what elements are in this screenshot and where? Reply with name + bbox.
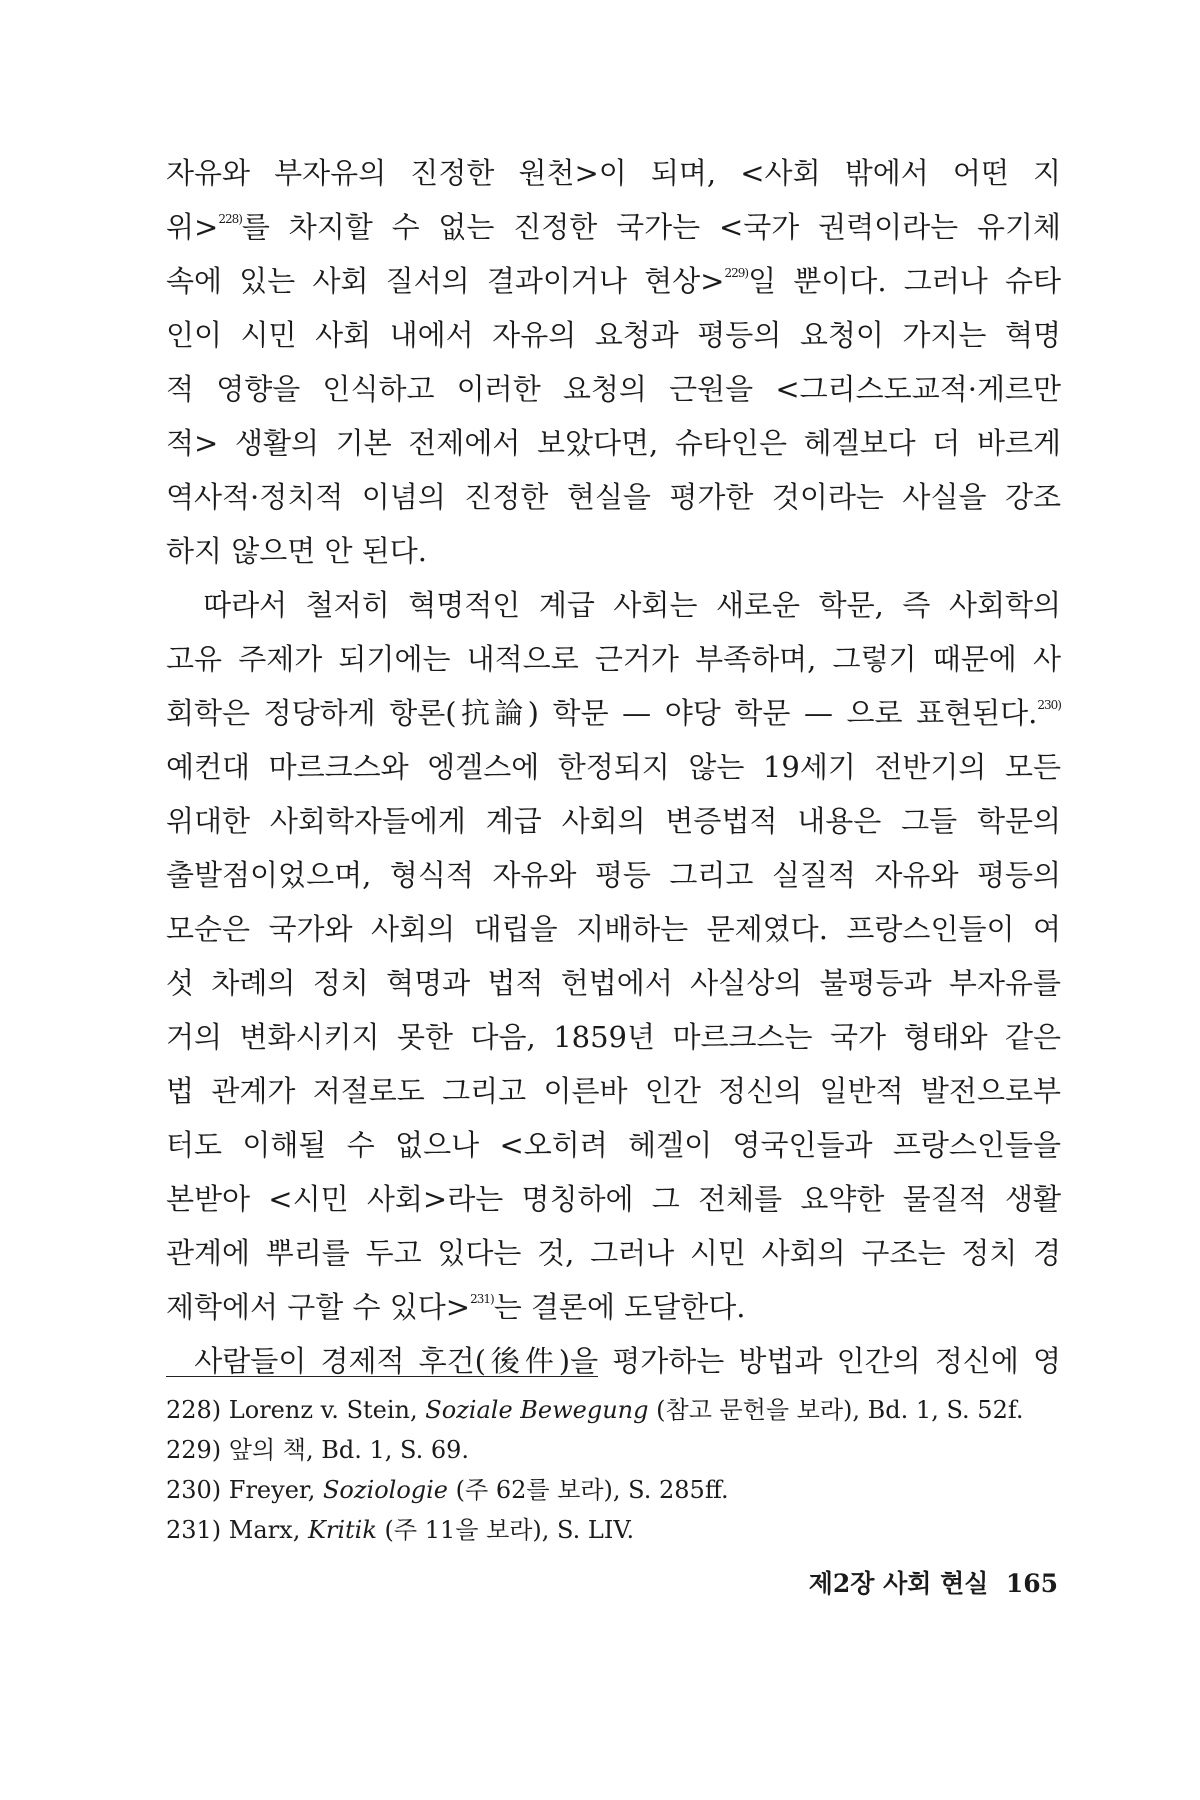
- text-segment: 일 뿐이다. 그러나 슈타: [748, 264, 1061, 298]
- text-line: 예컨대 마르크스와 엥겔스에 한정되지 않는 19세기 전반기의 모든: [166, 750, 1061, 784]
- footnote: [166, 1390, 1061, 1430]
- text-line: 적 영향을 인식하고 이러한 요청의 근원을 <그리스도교적·게르만: [166, 372, 1061, 406]
- footnote-title: Soziologie: [322, 1476, 449, 1504]
- text-line: [166, 1280, 1061, 1334]
- footnote: [166, 1430, 1061, 1470]
- text-line: 터도 이해될 수 없으나 <오히려 헤겔이 영국인들과 프랑스인들을: [166, 1128, 1061, 1162]
- footnote-title: Kritik: [307, 1516, 377, 1544]
- text-line: 모순은 국가와 사회의 대립을 지배하는 문제였다. 프랑스인들이 여: [166, 912, 1061, 946]
- footnote-text: (주 11을 보라), S. LIV.: [376, 1516, 635, 1544]
- text-line: 출발점이었으며, 형식적 자유와 평등 그리고 실질적 자유와 평등의: [166, 858, 1061, 892]
- text-segment: 위>: [166, 210, 219, 244]
- text-segment: 속에 있는 사회 질서의 결과이거나 현상>: [166, 264, 725, 298]
- footnote-text: (참고 문헌을 보라), Bd. 1, S. 52f.: [648, 1396, 1024, 1424]
- footnote-text: (주 62를 보라), S. 285ff.: [448, 1476, 729, 1504]
- text-line: 거의 변화시키지 못한 다음, 1859년 마르크스는 국가 형태와 같은: [166, 1020, 1061, 1054]
- footnote-text: 229) 앞의 책, Bd. 1, S. 69.: [166, 1436, 470, 1464]
- text-segment: 는 결론에 도달한다.: [493, 1290, 746, 1324]
- body-text: [166, 146, 1061, 1388]
- text-line: 적> 생활의 기본 전제에서 보았다면, 슈타인은 헤겔보다 더 바르게: [166, 426, 1061, 460]
- footnote-ref: 228): [218, 212, 242, 226]
- text-segment: 를 차지할 수 없는 진정한 국가는 <국가 권력이라는 유기체: [241, 210, 1061, 244]
- text-line: [166, 200, 1061, 254]
- text-line: 관계에 뿌리를 두고 있다는 것, 그러나 시민 사회의 구조는 정치 경: [166, 1236, 1061, 1270]
- text-line: 하지 않으면 안 된다.: [166, 534, 427, 568]
- text-line: 법 관계가 저절로도 그리고 이른바 인간 정신의 일반적 발전으로부: [166, 1074, 1061, 1108]
- footnote-ref: 230): [1037, 698, 1061, 712]
- footnote: [166, 1510, 1061, 1550]
- text-line: [166, 686, 1061, 740]
- text-line: 역사적·정치적 이념의 진정한 현실을 평가한 것이라는 사실을 강조: [166, 480, 1061, 514]
- text-line: 따라서 철저히 혁명적인 계급 사회는 새로운 학문, 즉 사회학의: [166, 588, 1061, 622]
- text-line: 고유 주제가 되기에는 내적으로 근거가 부족하며, 그렇기 때문에 사: [166, 642, 1061, 676]
- text-segment: 회학은 정당하게 항론(抗論) 학문 — 야당 학문 — 으로 표현된다.: [166, 696, 1038, 730]
- text-line: 위대한 사회학자들에게 계급 사회의 변증법적 내용은 그들 학문의: [166, 804, 1061, 838]
- text-line: 인이 시민 사회 내에서 자유의 요청과 평등의 요청이 가지는 혁명: [166, 318, 1061, 352]
- text-line: 사람들이 경제적 후건(後件)을 평가하는 방법과 인간의 정신에 영: [166, 1344, 1061, 1378]
- footnote-ref: 229): [724, 266, 749, 280]
- footnote-ref: 231): [470, 1292, 494, 1306]
- footnote-text: 231) Marx,: [166, 1516, 308, 1544]
- footnote-divider: [166, 1376, 598, 1377]
- text-line: 자유와 부자유의 진정한 원천>이 되며, <사회 밖에서 어떤 지: [166, 156, 1061, 190]
- footnotes: [166, 1390, 1061, 1550]
- text-line: 섯 차례의 정치 혁명과 법적 헌법에서 사실상의 불평등과 부자유를: [166, 966, 1061, 1000]
- running-footer: 제2장 사회 현실 165: [808, 1569, 1058, 1598]
- footnote: [166, 1470, 1061, 1510]
- footnote-text: 230) Freyer,: [166, 1476, 323, 1504]
- text-line: 본받아 <시민 사회>라는 명칭하에 그 전체를 요약한 물질적 생활: [166, 1182, 1061, 1216]
- text-segment: 제학에서 구할 수 있다>: [166, 1290, 471, 1324]
- footnote-text: 228) Lorenz v. Stein,: [166, 1396, 426, 1424]
- text-line: [166, 254, 1061, 308]
- footnote-title: Soziale Bewegung: [425, 1396, 649, 1424]
